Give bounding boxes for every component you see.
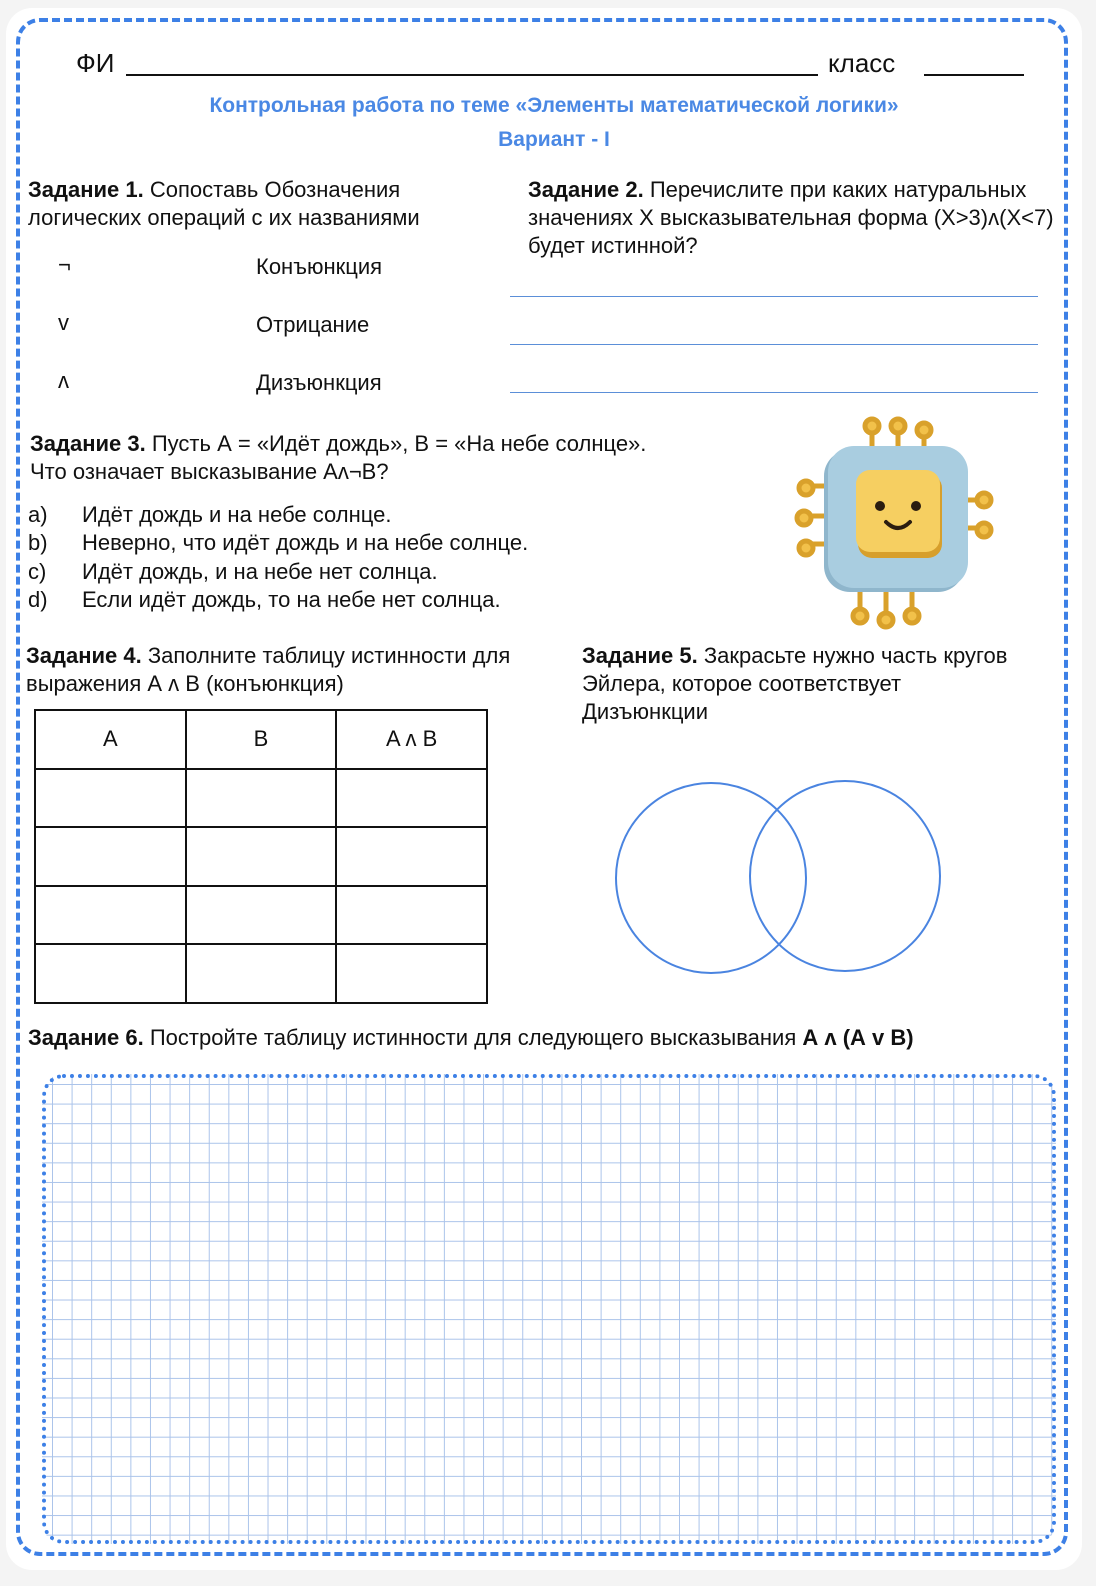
answer-line[interactable] [510, 392, 1038, 393]
variant-title: Вариант - I [498, 128, 610, 151]
task1-name-conjunction: Конъюнкция [256, 254, 383, 279]
table-cell[interactable] [336, 827, 487, 886]
task3-heading [30, 430, 770, 486]
task2-text: Перечислите при каких натуральных значениях Х высказывательная форма (X>3)ʌ(X<7) будет истинной? [528, 177, 1054, 258]
option-text: Неверно, что идёт дождь и на небе солнце. [82, 530, 529, 555]
table-row [35, 769, 487, 828]
task5-heading [582, 642, 1022, 726]
task1-label: Задание 1. [28, 177, 144, 202]
option-letter: c) [28, 559, 47, 584]
task6-label: Задание 6. [28, 1025, 144, 1050]
column-header: B [186, 710, 337, 769]
table-cell[interactable] [336, 886, 487, 945]
task1-symbol-not: ¬ [58, 252, 71, 277]
task4-text: Заполните таблицу истинности для выражения А ʌ В (конъюнкция) [26, 643, 511, 696]
task6-heading [28, 1024, 1068, 1052]
task5-label: Задание 5. [582, 643, 698, 668]
task2-heading [528, 176, 1058, 260]
option-text: Идёт дождь и на небе солнце. [82, 502, 392, 527]
table-row [35, 827, 487, 886]
task1-text: Сопоставь Обозначения логических операций с их названиями [28, 177, 420, 230]
fi-label: ФИ [76, 48, 115, 78]
task6-text: Постройте таблицу истинности для следующего высказывания [149, 1025, 797, 1050]
task3-text-line1: Пусть А = «Идёт дождь», В = «На небе солнце». [151, 431, 647, 456]
task4-heading [26, 642, 556, 698]
task1-symbol-and: ʌ [58, 368, 69, 393]
page-title: Контрольная работа по теме «Элементы математической логики» [209, 94, 899, 117]
table-cell[interactable] [35, 886, 186, 945]
table-cell[interactable] [35, 827, 186, 886]
table-row [35, 944, 487, 1003]
table-cell[interactable] [186, 827, 337, 886]
task3-text-line2: Что означает высказывание Аʌ¬В? [30, 459, 389, 484]
task4-label: Задание 4. [26, 643, 142, 668]
task1-heading [28, 176, 508, 232]
option-letter: b) [28, 530, 48, 555]
table-cell[interactable] [35, 944, 186, 1003]
task1-name-disjunction: Дизъюнкция [256, 370, 382, 395]
option-text: Идёт дождь, и на небе нет солнца. [82, 559, 438, 584]
answer-line[interactable] [510, 344, 1038, 345]
euler-circle-b[interactable] [750, 781, 940, 971]
option-letter: d) [28, 587, 48, 612]
table-cell[interactable] [336, 769, 487, 828]
task3-label: Задание 3. [30, 431, 146, 456]
class-label: класс [828, 48, 896, 78]
task2-label: Задание 2. [528, 177, 644, 202]
name-class-row [76, 48, 1036, 82]
table-cell[interactable] [186, 769, 337, 828]
graph-paper-area[interactable] [42, 1074, 1056, 1544]
table-cell[interactable] [35, 769, 186, 828]
column-header: A ʌ B [336, 710, 487, 769]
class-line[interactable] [924, 74, 1024, 76]
name-line[interactable] [126, 74, 818, 76]
euler-circles [602, 772, 952, 982]
chip-mascot-icon [786, 412, 1002, 632]
truth-table [34, 709, 488, 1004]
option-text: Если идёт дождь, то на небе нет солнца. [82, 587, 501, 612]
worksheet-page [6, 8, 1082, 1570]
task1-name-negation: Отрицание [256, 312, 370, 337]
table-cell[interactable] [336, 944, 487, 1003]
task6-expression: А ʌ (А v В) [802, 1025, 914, 1050]
table-cell[interactable] [186, 944, 337, 1003]
option-letter: a) [28, 502, 48, 527]
answer-line[interactable] [510, 296, 1038, 297]
table-cell[interactable] [186, 886, 337, 945]
table-header-row [35, 710, 487, 769]
task5-text: Закрасьте нужно часть кругов Эйлера, которое соответствует Дизъюнкции [582, 643, 1008, 724]
table-row [35, 886, 487, 945]
task1-symbol-or: v [58, 310, 69, 335]
euler-circle-a[interactable] [616, 783, 806, 973]
column-header: A [35, 710, 186, 769]
